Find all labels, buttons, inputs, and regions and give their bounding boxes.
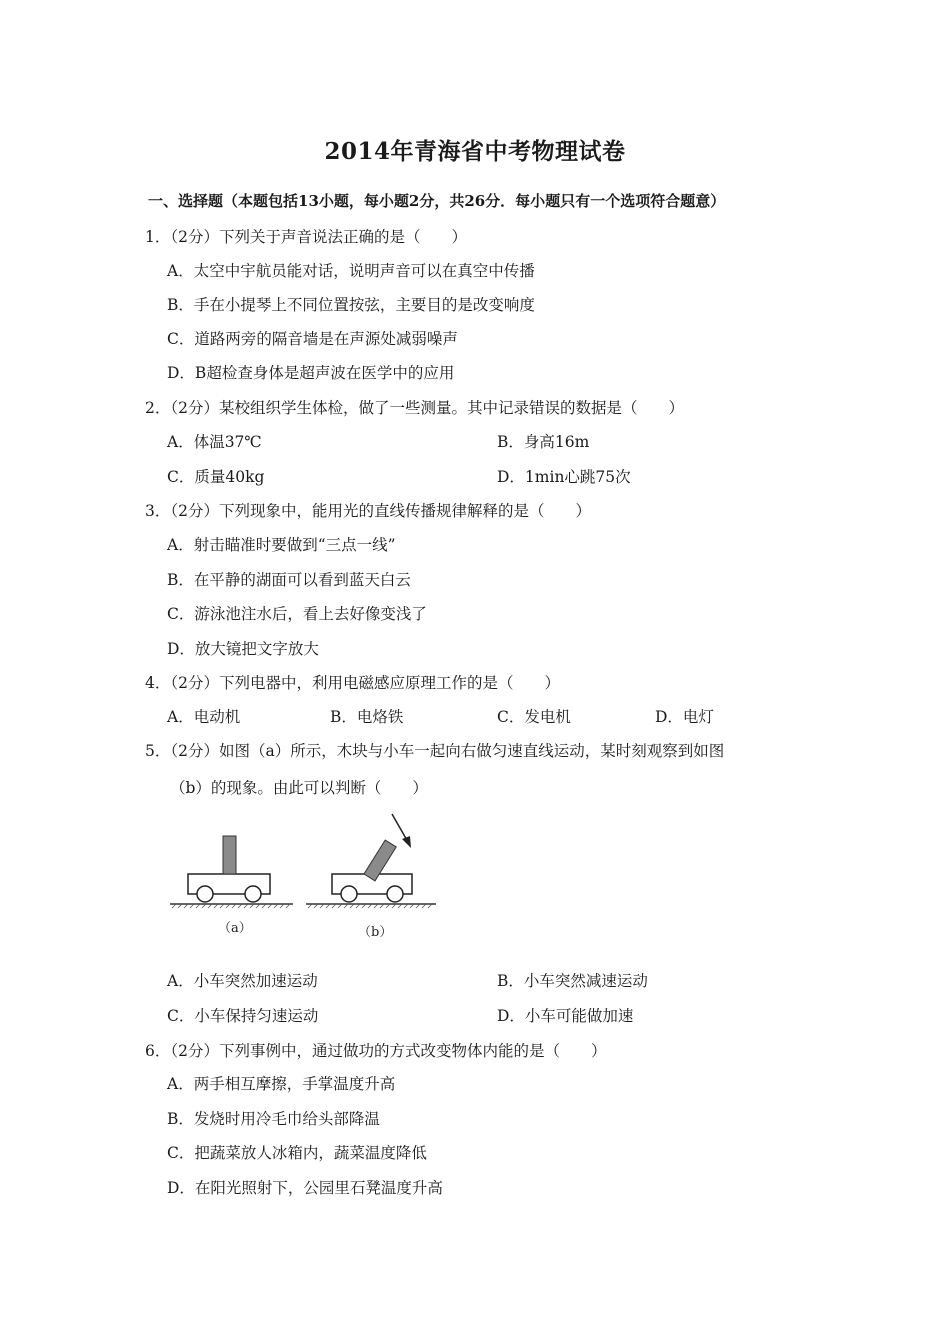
- question-6-option-a: A．两手相互摩擦，手掌温度升高: [167, 1075, 396, 1093]
- question-5-stem-continued: （b）的现象。由此可以判断（ ）: [170, 779, 428, 797]
- question-6-stem: 6．（2分）下列事例中，通过做功的方式改变物体内能的是（ ）: [145, 1042, 607, 1060]
- question-3-option-c: C．游泳池注水后，看上去好像变浅了: [167, 605, 427, 623]
- figure-b-wheel-right: [387, 886, 403, 902]
- question-4-option-d: D．电灯: [655, 708, 714, 726]
- figure-a-wheel-left: [197, 886, 213, 902]
- question-5-stem: 5．（2分）如图（a）所示，木块与小车一起向右做匀速直线运动，某时刻观察到如图: [145, 742, 725, 760]
- question-3-stem: 3．（2分）下列现象中，能用光的直线传播规律解释的是（ ）: [145, 502, 591, 520]
- question-2-option-b: B．身高16m: [497, 433, 590, 451]
- question-3-option-a: A．射击瞄准时要做到“三点一线”: [167, 536, 396, 554]
- question-2-option-d: D．1min心跳75次: [497, 468, 631, 486]
- question-1-option-a: A．太空中宇航员能对话，说明声音可以在真空中传播: [167, 262, 535, 280]
- figure-b-ground: [306, 904, 436, 908]
- question-5-option-a: A．小车突然加速运动: [167, 972, 318, 990]
- figure-b-wheel-left: [341, 886, 357, 902]
- figure-b-arrow: [392, 814, 411, 848]
- question-4-option-c: C．发电机: [497, 708, 571, 726]
- question-2-stem: 2．（2分）某校组织学生体检，做了一些测量。其中记录错误的数据是（ ）: [145, 399, 684, 417]
- figure-a-block: [223, 836, 236, 874]
- cart-block-figure: [168, 808, 448, 948]
- question-5-option-c: C．小车保持匀速运动: [167, 1007, 319, 1025]
- paper-title: 2014年青海省中考物理试卷: [324, 138, 626, 165]
- question-4-stem: 4．（2分）下列电器中，利用电磁感应原理工作的是（ ）: [145, 674, 560, 692]
- question-1-stem: 1．（2分）下列关于声音说法正确的是（ ）: [145, 228, 467, 246]
- question-4-option-a: A．电动机: [167, 708, 241, 726]
- question-6-option-b: B．发烧时用冷毛巾给头部降温: [167, 1110, 380, 1128]
- question-5-option-b: B．小车突然减速运动: [497, 972, 648, 990]
- question-1-option-c: C．道路两旁的隔音墙是在声源处减弱噪声: [167, 330, 458, 348]
- question-6-option-c: C．把蔬菜放人冰箱内，蔬菜温度降低: [167, 1144, 427, 1162]
- figure-a-ground: [170, 904, 293, 908]
- figure-a-wheel-right: [245, 886, 261, 902]
- figure-b-label: （b）: [358, 925, 393, 940]
- question-3-option-d: D．放大镜把文字放大: [167, 640, 319, 658]
- question-5-option-d: D．小车可能做加速: [497, 1007, 634, 1025]
- question-1-option-d: D．B超检查身体是超声波在医学中的应用: [167, 364, 455, 382]
- question-2-option-c: C．质量40kg: [167, 468, 265, 486]
- question-1-option-b: B．手在小提琴上不同位置按弦，主要目的是改变响度: [167, 296, 535, 314]
- question-6-option-d: D．在阳光照射下，公园里石凳温度升高: [167, 1179, 443, 1197]
- section-heading: 一、选择题（本题包括13小题，每小题2分，共26分．每小题只有一个选项符合题意）: [148, 192, 726, 210]
- question-3-option-b: B．在平静的湖面可以看到蓝天白云: [167, 571, 411, 589]
- question-2-option-a: A．体温37℃: [167, 433, 262, 451]
- question-4-option-b: B．电烙铁: [330, 708, 404, 726]
- figure-a-label: （a）: [218, 921, 252, 936]
